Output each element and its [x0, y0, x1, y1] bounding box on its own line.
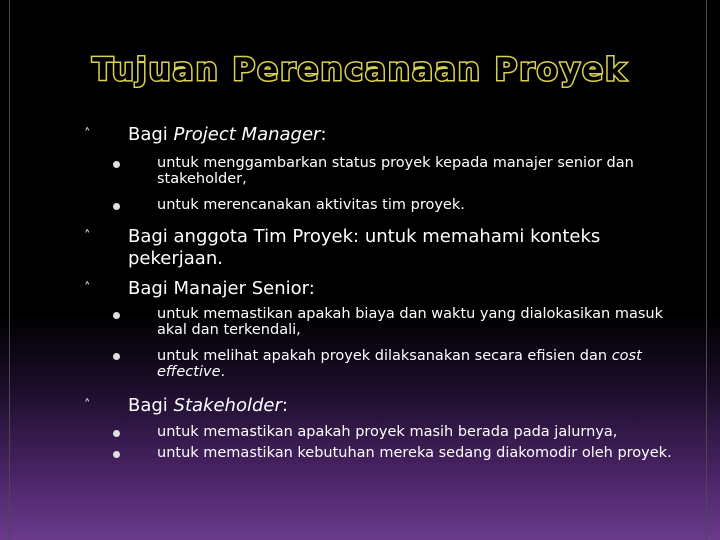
bullet-item-tim-proyek: Bagi anggota Tim Proyek: untuk memahami konteks pekerjaan. [128, 226, 601, 269]
sub-item: untuk merencanakan aktivitas tim proyek. [157, 197, 465, 213]
sub-item: untuk memastikan apakah proyek masih berada pada jalurnya, [157, 424, 618, 440]
arrowhead-bullet-icon: ˄ [84, 281, 91, 296]
dot-bullet-icon [113, 203, 120, 210]
arrowhead-bullet-icon: ˄ [84, 127, 91, 142]
sub-item: untuk memastikan kebutuhan mereka sedang diakomodir oleh proyek. [157, 445, 672, 461]
dot-bullet-icon [113, 161, 120, 168]
bullet-item-manajer-senior: Bagi Manajer Senior: [128, 278, 315, 299]
sub-item: untuk memastikan apakah biaya dan waktu yang dialokasikan masuk akal dan terkendali, [157, 306, 663, 338]
arrowhead-bullet-icon: ˄ [84, 229, 91, 244]
bullet-item-project-manager: Bagi Project Manager: [128, 124, 327, 145]
dot-bullet-icon [113, 353, 120, 360]
slide-title: Tujuan Perencanaan Proyek [92, 52, 628, 88]
sub-item: untuk melihat apakah proyek dilaksanakan secara efisien dan cost effective. [157, 348, 642, 380]
dot-bullet-icon [113, 430, 120, 437]
sub-item: untuk menggambarkan status proyek kepada manajer senior dan stakeholder, [157, 155, 634, 187]
arrowhead-bullet-icon: ˄ [84, 398, 91, 413]
dot-bullet-icon [113, 451, 120, 458]
bullet-item-stakeholder: Bagi Stakeholder: [128, 395, 288, 416]
dot-bullet-icon [113, 312, 120, 319]
